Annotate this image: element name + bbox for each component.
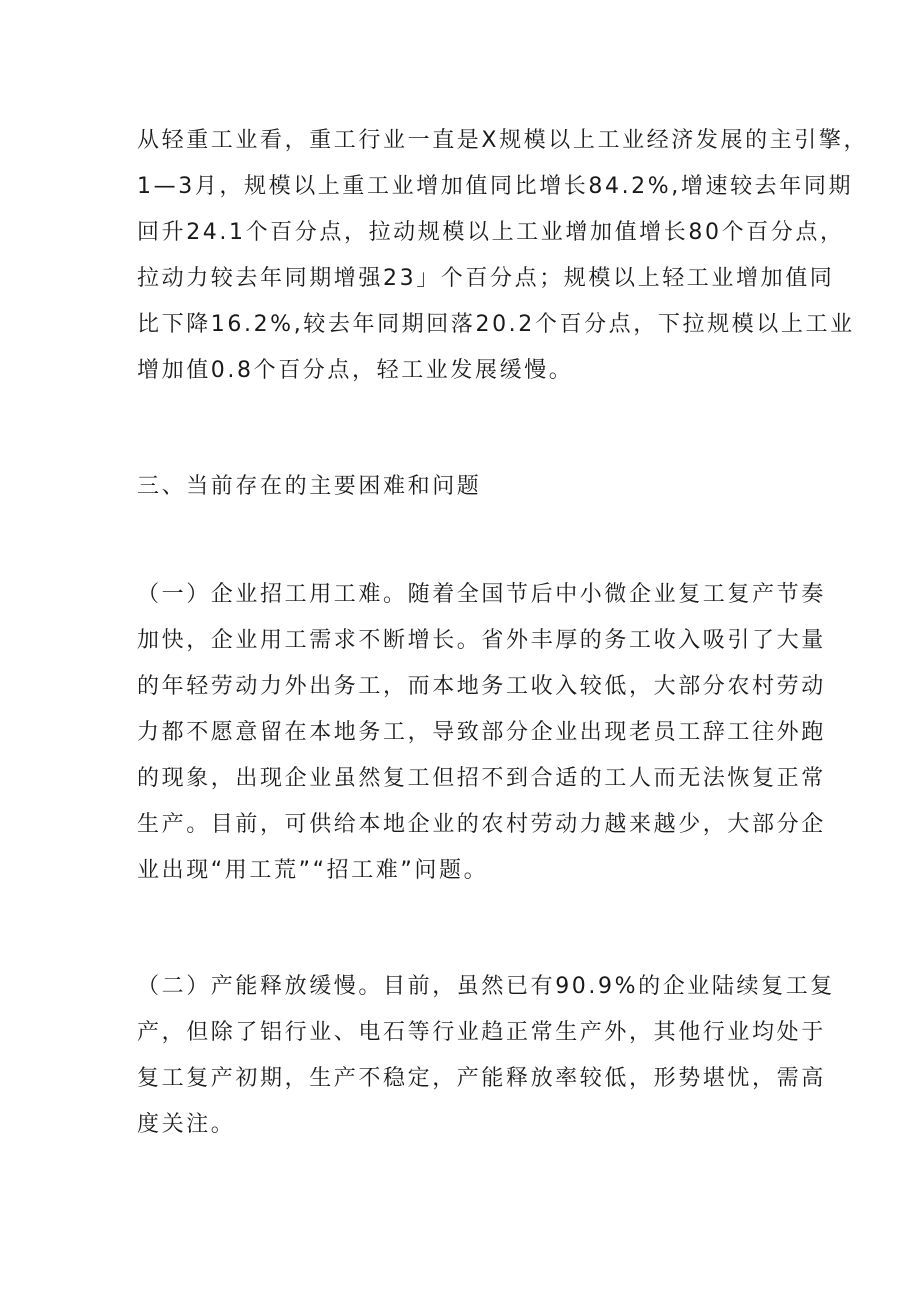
paragraph-heavy-light-industry <box>137 118 869 394</box>
text-line: 的现象，出现企业虽然复工但招不到合适的工人而无法恢复正常 <box>137 766 826 791</box>
section-heading-text: 三、当前存在的主要困难和问题 <box>137 474 482 499</box>
text-line: 产，但除了铝行业、电石等行业趋正常生产外，其他行业均处于 <box>137 1020 826 1045</box>
text-line: 增加值0.8个百分点，轻工业发展缓慢。 <box>137 358 574 383</box>
text-line: 的年轻劳动力外出务工，而本地务工收入较低，大部分农村劳动 <box>137 674 826 699</box>
text-line: 比下降16.2%,较去年同期回落20.2个百分点，下拉规模以上工业 <box>137 312 855 337</box>
section-heading <box>137 464 787 510</box>
paragraph-capacity-release <box>137 964 835 1148</box>
text-line: 复工复产初期，生产不稳定，产能释放率较低，形势堪忧，需高 <box>137 1066 826 1091</box>
text-line: （一）企业招工用工难。随着全国节后中小微企业复工复产节奏 <box>137 582 826 607</box>
text-line: 业出现“用工荒”“招工难”问题。 <box>137 858 489 883</box>
text-line: （二）产能释放缓慢。目前，虽然已有90.9%的企业陆续复工复 <box>137 974 835 999</box>
text-line: 生产。目前，可供给本地企业的农村劳动力越来越少，大部分企 <box>137 812 826 837</box>
document-body <box>137 118 869 1218</box>
text-line: 度关注。 <box>137 1112 236 1137</box>
text-line: 从轻重工业看，重工行业一直是X规模以上工业经济发展的主引擎， <box>137 128 869 153</box>
text-line: 加快，企业用工需求不断增长。省外丰厚的务工收入吸引了大量 <box>137 628 826 653</box>
paragraph-recruitment-difficulty <box>137 572 826 894</box>
text-line: 力都不愿意留在本地务工，导致部分企业出现老员工辞工往外跑 <box>137 720 826 745</box>
text-line: 拉动力较去年同期增强23」个百分点；规模以上轻工业增加值同 <box>137 266 835 291</box>
text-line: 1—3月，规模以上重工业增加值同比增长84.2%,增速较去年同期 <box>137 174 854 199</box>
text-line: 回升24.1个百分点，拉动规模以上工业增加值增长80个百分点， <box>137 220 845 245</box>
